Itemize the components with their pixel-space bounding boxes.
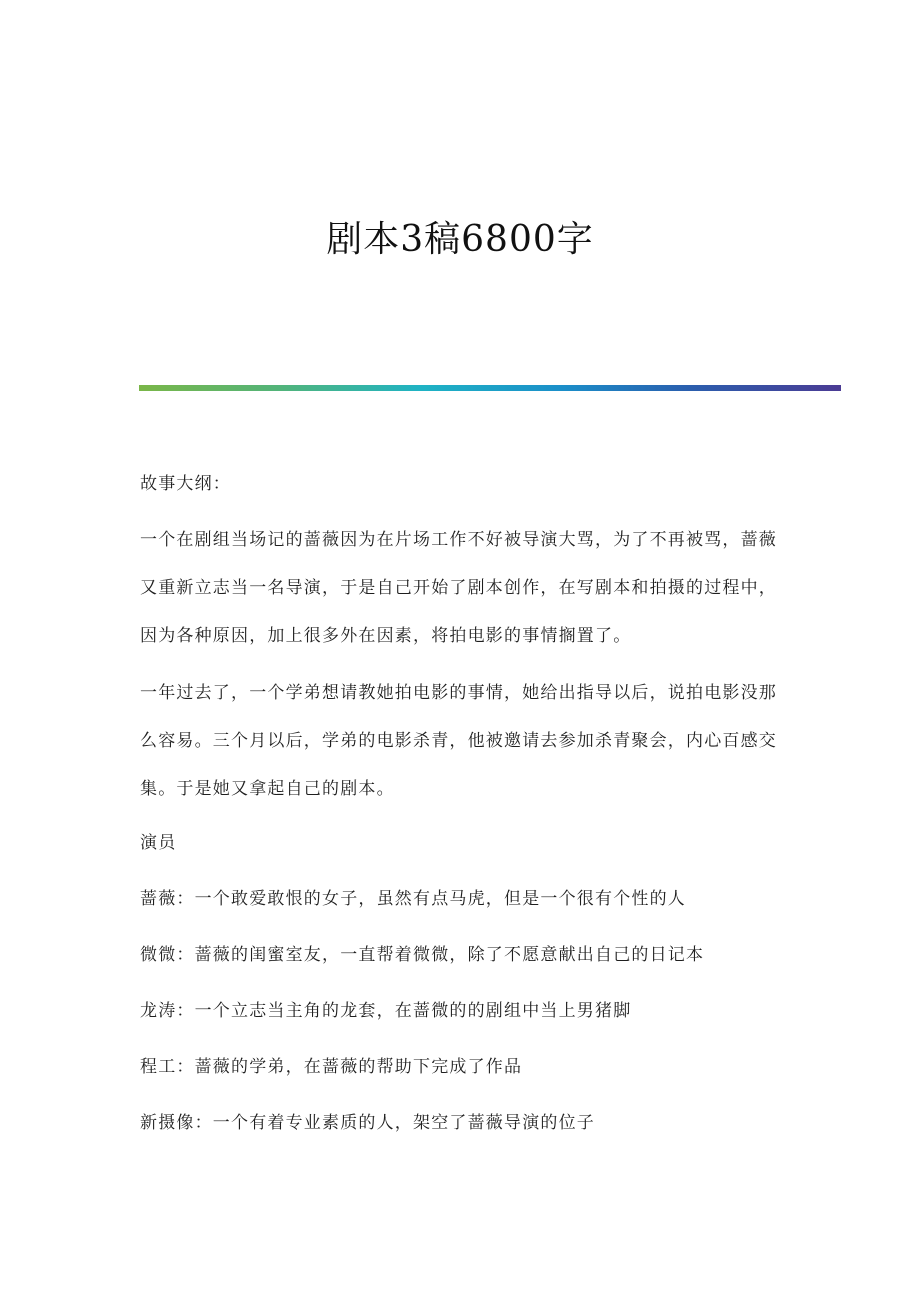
outline-label: 故事大纲：	[140, 474, 231, 494]
document-title: 剧本3稿6800字	[326, 219, 594, 260]
outline-paragraph-2	[140, 669, 780, 813]
outline-paragraph-2-text: 一年过去了，一个学弟想请教她拍电影的事情，她给出指导以后，说拍电影没那么容易。三个月以后，学弟的电影杀青，他被邀请去参加杀青聚会，内心百感交集。于是她又拿起自己的剧本。	[140, 683, 777, 799]
cast-item-weiwei: 微微：蔷薇的闺蜜室友，一直帮着微微，除了不愿意献出自己的日记本	[140, 945, 705, 965]
cast-label: 演员	[140, 833, 177, 853]
cast-item-qiangwei: 蔷薇：一个敢爱敢恨的女子，虽然有点马虎，但是一个很有个性的人	[140, 889, 686, 909]
outline-paragraph-1-text: 一个在剧组当场记的蔷薇因为在片场工作不好被导演大骂，为了不再被骂，蔷薇又重新立志当一名导演，于是自己开始了剧本创作，在写剧本和拍摄的过程中，因为各种原因，加上很多外在因素，将拍电影的事情搁置了。	[140, 530, 777, 646]
cast-item-longtao: 龙涛：一个立志当主角的龙套，在蔷微的的剧组中当上男猪脚	[140, 1001, 632, 1021]
cast-item-new-cameraman: 新摄像：一个有着专业素质的人，架空了蔷薇导演的位子	[140, 1113, 595, 1133]
gradient-divider	[139, 385, 841, 391]
outline-paragraph-1	[140, 516, 780, 660]
cast-item-chenggong: 程工：蔷薇的学弟，在蔷薇的帮助下完成了作品	[140, 1057, 523, 1077]
